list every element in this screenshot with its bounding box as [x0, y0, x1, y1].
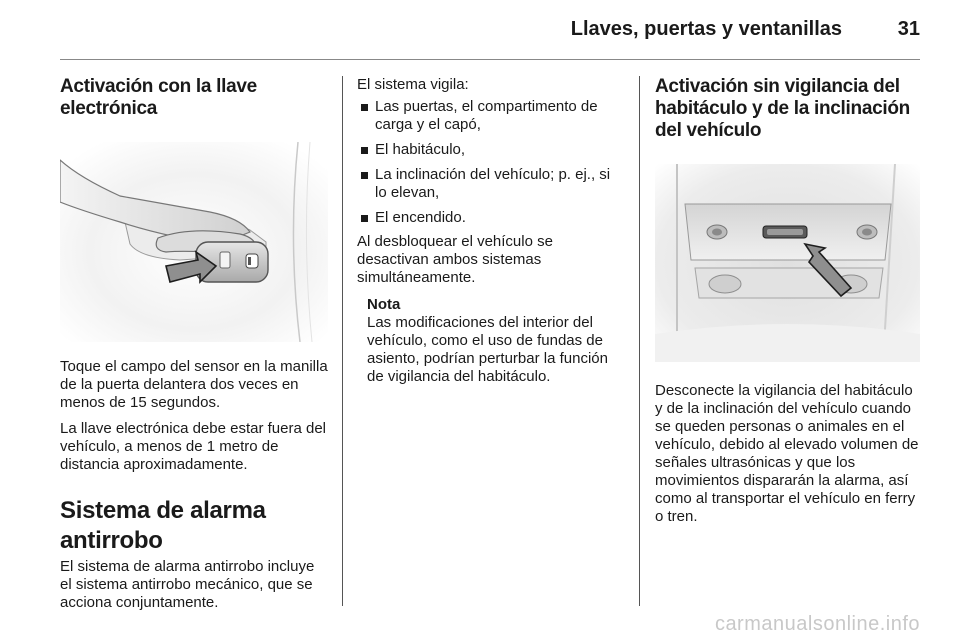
overhead-console-svg	[655, 164, 920, 362]
heading-electronic-key: Activación con la llave electrónica	[60, 76, 257, 119]
paragraph-touch-sensor: Toque el campo del sensor en la manilla de la puerta delantera dos veces en menos de 15 segundos.	[60, 358, 328, 411]
column-1	[60, 76, 328, 612]
list-item: La inclinación del vehículo; p. ej., si lo elevan,	[357, 166, 625, 202]
door-handle-illustration	[60, 142, 328, 342]
note-box	[357, 296, 625, 386]
paragraph-key-distance: La llave electrónica debe estar fuera del vehículo, a menos de 1 metro de distancia aproximadamente.	[60, 420, 327, 473]
list-item: El habitáculo,	[357, 141, 625, 159]
watermark: carmanualsonline.info	[714, 613, 920, 635]
monitored-list	[357, 98, 625, 227]
note-label: Nota	[367, 296, 401, 313]
column-divider-2	[639, 76, 640, 606]
column-divider-1	[342, 76, 343, 606]
column-2	[357, 76, 625, 386]
heading-anti-theft-alarm: Sistema de alarma antirrobo	[60, 497, 266, 554]
overhead-console-illustration	[655, 164, 920, 362]
page-number: 31	[897, 18, 920, 40]
header-rule	[60, 59, 920, 60]
door-handle-svg	[60, 142, 328, 342]
paragraph-system-monitors: El sistema vigila:	[357, 76, 469, 93]
heading-activation-without-monitoring: Activación sin vigilancia del habitáculo y de la inclinación del vehículo	[655, 76, 910, 141]
list-item: El encendido.	[357, 209, 625, 227]
paragraph-unlock-deactivates: Al desbloquear el vehículo se desactivan ambos sistemas simultáneamente.	[357, 233, 553, 286]
list-item: Las puertas, el compartimento de carga y el capó,	[357, 98, 625, 134]
paragraph-disconnect-monitoring: Desconecte la vigilancia del habitáculo y de la inclinación del vehículo cuando se queden personas o animales en el vehículo, debido al elevado volumen de señales ultrasónicas y que los movimientos dispararán la alarma, así como al transportar el vehículo en ferry o tren.	[655, 382, 919, 525]
column-3	[655, 76, 923, 526]
running-header-title: Llaves, puertas y ventanillas	[570, 18, 842, 40]
note-text: Las modificaciones del interior del vehículo, como el uso de fundas de asiento, podrían perturbar la función de vigilancia del habitáculo.	[367, 314, 608, 385]
paragraph-alarm-system: El sistema de alarma antirrobo incluye el sistema antirrobo mecánico, que se acciona conjuntamente.	[60, 558, 315, 611]
